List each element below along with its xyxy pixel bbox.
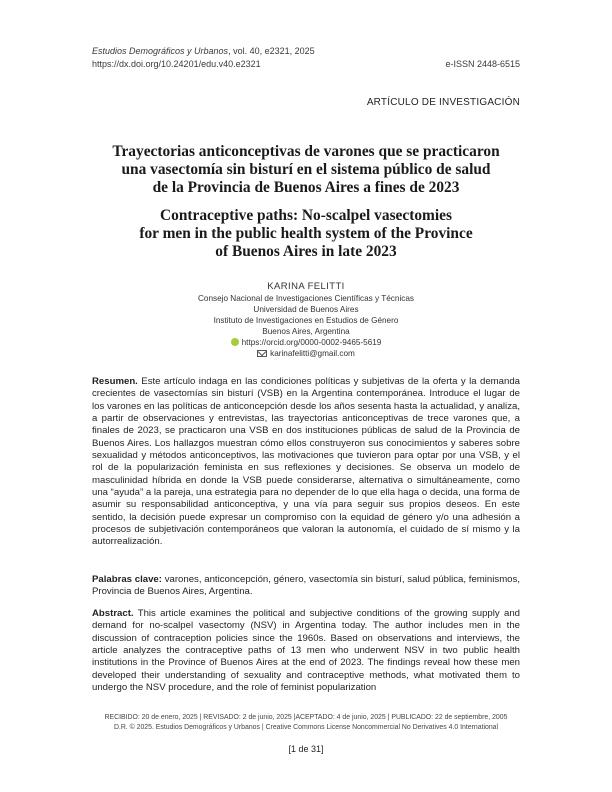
affiliation: Universidad de Buenos Aires [253,305,359,314]
journal-volume: , vol. 40, e2321, 2025 [228,46,315,56]
resumen-label: Resumen. [92,376,138,387]
resumen-text: Este artículo indaga en las condiciones políticas y subjetivas de la oferta y la demanda crecientes de vasectomías sin bisturí (VSB) en la Argentina contemporánea. Introduce el lugar de los varones en las políticas de anticoncepción desde los años sesenta hasta la actualidad, y analiza, a partir de observaciones y entrevistas, las trayectorias anticonceptivas de trece varones que, a finales de 2023, se practicaron una VSB en dos instituciones públicas de salud de la Provincia de Buenos Aires. Los hallazgos muestran cómo ellos construyeron sus conocimientos y saberes sobre sexualidad y métodos anticonceptivos, las motivaciones que tuvieron para optar por una VSB, y el rol de la popularización feminista en sus reflexiones y decisiones. Se observa un modelo de masculinidad híbrida en donde la VSB puede considerarse, alternativa o simultáneamente, como una “ayuda” a la pareja, una estrategia para no depender de lo que ella haga o decida, una forma de asumir su responsabilidad anticonceptiva, y una vía para seguir sus propios deseos. En este sentido, la decisión puede expresar un compromiso con la equidad de género y/o una adhesión a procesos de subjetivación contemporáneos que valoran la autonomía, el cuidado de sí mismo y la autorrealización. [92,376,520,548]
envelope-icon [257,350,267,357]
doi-link[interactable]: https://dx.doi.org/10.24201/edu.v40.e2321 [92,59,261,69]
affiliation: Buenos Aires, Argentina [262,327,350,336]
title-spanish [92,143,520,197]
section-label: ARTÍCULO DE INVESTIGACIÓN [366,97,520,108]
orcid-line [92,337,520,348]
keywords-label: Palabras clave: [92,574,162,585]
issn: e-ISSN 2448-6515 [445,59,520,69]
title-es-line: una vasectomía sin bisturí en el sistema público de salud [121,161,491,178]
title-english [92,207,520,261]
email-line [92,348,520,359]
author-name: KARINA FELITTI [267,281,345,292]
author-block [92,281,520,359]
footer-dates: RECIBIDO: 20 de enero, 2025 | REVISADO: 2 de junio, 2025 |ACEPTADO: 4 de junio, 2025 | PUBLICADO: 22 de septiembre, 2005 [104,714,508,721]
title-en-line: for men in the public health system of the Province [139,225,473,242]
keywords-paragraph [92,574,520,599]
email-link[interactable]: karinafelitti@gmail.com [270,349,355,358]
affiliation: Instituto de Investigaciones en Estudios de Género [213,316,399,325]
affiliation: Consejo Nacional de Investigaciones Científicas y Técnicas [197,294,415,303]
title-en-line: of Buenos Aires in late 2023 [215,243,397,260]
keywords-text: varones, anticoncepción, género, vasectomía sin bisturí, salud pública, feminismos, Provincia de Buenos Aires, Argentina. [92,574,520,598]
footer-license: D.R. © 2025. Estudios Demográficos y Urbanos | Creative Commons License Noncommercial No Derivatives 4.0 International [113,723,499,731]
abstract-text: This article examines the political and subjective conditions of the growing supply and demand for no-scalpel vasectomy (NSV) in Argentina today. The author includes men in the discussion of contraception policies since the 1960s. Based on observations and interviews, the article analyzes the contraceptive paths of 13 men who underwent NSV in two public health institutions in the Province of Buenos Aires at the end of 2023. The findings reveal how these men developed their understanding of sexuality and contraceptive methods, what motivated them to undergo the NSV procedure, and the role of feminist popularization [92,608,520,694]
journal-name: Estudios Demográficos y Urbanos [92,46,229,56]
orcid-link[interactable]: https://orcid.org/0000-0002-9465-5619 [241,338,382,347]
abstract-paragraph [92,608,520,694]
page-number: [1 de 31] [288,744,324,754]
title-es-line: de la Provincia de Buenos Aires a fines de 2023 [152,179,460,196]
title-en-line: Contraceptive paths: No-scalpel vasectomies [160,207,452,224]
title-es-line: Trayectorias anticonceptivas de varones que se practicaron [112,143,500,160]
abstract-label: Abstract. [92,608,134,619]
footer [92,713,520,732]
orcid-icon [231,338,239,346]
resumen-paragraph [92,376,520,549]
journal-citation [92,46,315,56]
